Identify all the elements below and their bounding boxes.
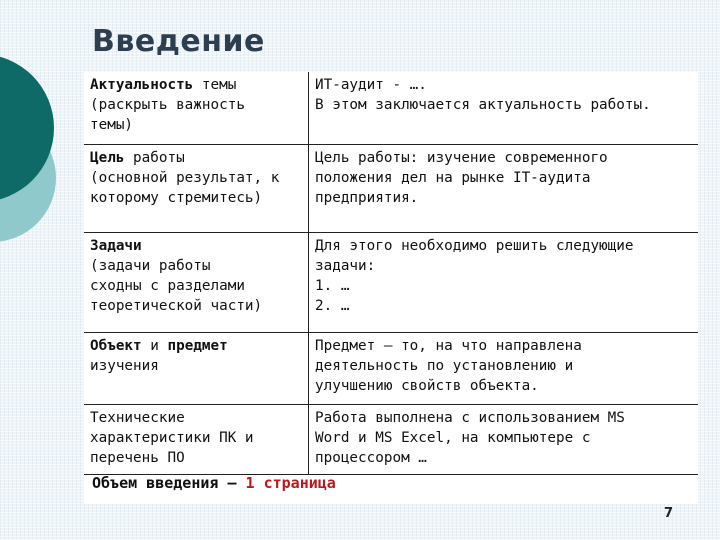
row-content-cell: Предмет – то, на что направлена деятельность по установлению и улучшению свойств объекта. — [309, 332, 699, 404]
row-content-cell: Цель работы: изучение современного положения дел на рынке IT-аудита предприятия. — [309, 144, 699, 232]
row-content-cell: Работа выполнена с использованием MS Word и MS Excel, на компьютере с процессором … — [309, 404, 699, 474]
row-label-text: темы (раскрыть важность темы) — [90, 77, 245, 133]
row-label-bold: Задачи — [90, 237, 142, 254]
table-row — [84, 72, 698, 144]
footer-prefix: Объем введения – — [92, 474, 246, 492]
page-number: 7 — [664, 506, 674, 521]
introduction-table — [84, 72, 698, 475]
row-label-mid: и — [141, 337, 168, 354]
row-label-text: (задачи работы сходны с разделами теоретической части) — [90, 257, 263, 314]
slide-title: Введение — [92, 24, 265, 59]
row-label-bold: Объект — [90, 337, 142, 354]
table-row — [84, 144, 698, 232]
row-label-text: изучения — [90, 357, 159, 374]
row-label-cell — [84, 232, 309, 332]
footer-note — [92, 474, 336, 492]
row-content-cell: Для этого необходимо решить следующие задачи: 1. … 2. … — [309, 232, 699, 332]
row-label-cell — [84, 72, 309, 144]
footer-highlight: 1 страница — [245, 474, 336, 492]
row-label-cell — [84, 332, 309, 404]
table-row — [84, 404, 698, 474]
table-row — [84, 332, 698, 404]
row-label-cell — [84, 144, 309, 232]
row-label-cell: Технические характеристики ПК и перечень ПО — [84, 404, 309, 474]
row-label-bold-2: предмет — [167, 337, 228, 354]
table-row — [84, 232, 698, 332]
row-label-bold: Актуальность — [90, 77, 194, 93]
row-content-cell: ИТ-аудит - …. В этом заключается актуальность работы. — [309, 72, 699, 144]
row-label-bold: Цель — [90, 149, 125, 166]
row-label-text: работы (основной результат, к которому стремитесь) — [90, 149, 280, 206]
decorative-circles — [0, 0, 90, 300]
content-sheet — [84, 72, 698, 504]
